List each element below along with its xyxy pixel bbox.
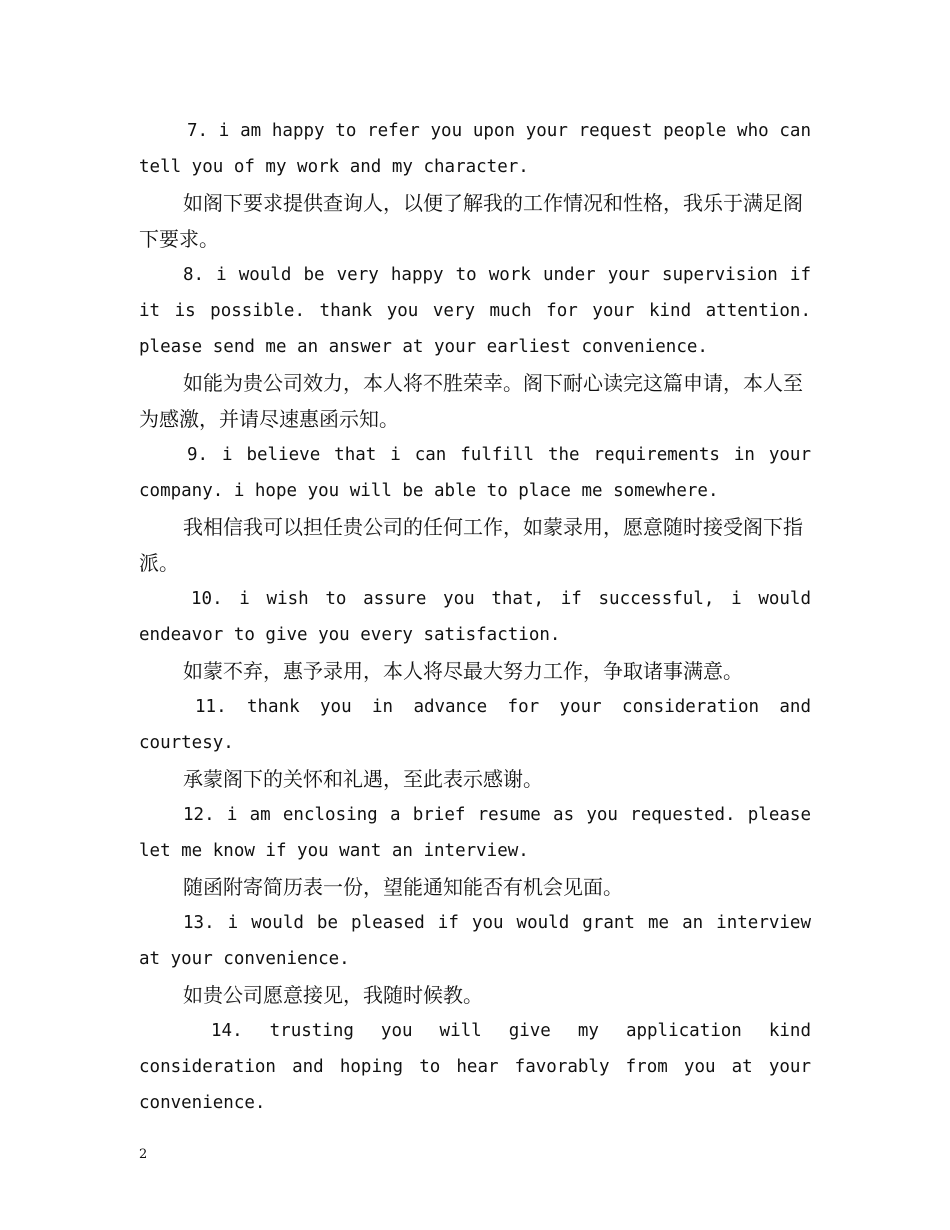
paragraph-zh-11: 承蒙阁下的关怀和礼遇，至此表示感谢。: [183, 767, 543, 791]
paragraph-en-13: 13. i would be pleased if you would grant me an interview at your convenience.: [139, 913, 811, 969]
paragraph-en-12: 12. i am enclosing a brief resume as you requested. please let me know if you want an interview.: [139, 805, 811, 861]
paragraph-en-10: 10. i wish to assure you that, if successful, i would endeavor to give you every satisfaction.: [139, 589, 811, 645]
paragraph-zh-12: 随函附寄简历表一份，望能通知能否有机会见面。: [183, 875, 623, 899]
page-number: 2: [139, 1147, 148, 1162]
paragraph-en-7: 7. i am happy to refer you upon your request people who can tell you of my work and my character.: [139, 121, 811, 177]
paragraph-zh-7: 如阁下要求提供查询人，以便了解我的工作情况和性格，我乐于满足阁下要求。: [139, 191, 803, 251]
paragraph-en-14: 14. trusting you will give my application kind consideration and hoping to hear favorably from you at your convenience.: [139, 1021, 811, 1113]
paragraph-en-8: 8. i would be very happy to work under your supervision if it is possible. thank you very much for your kind attention. please send me an answer at your earliest convenience.: [139, 265, 811, 357]
paragraph-zh-9: 我相信我可以担任贵公司的任何工作，如蒙录用，愿意随时接受阁下指派。: [139, 515, 803, 575]
paragraph-en-9: 9. i believe that i can fulfill the requirements in your company. i hope you will be able to place me somewhere.: [139, 445, 811, 501]
paragraph-zh-13: 如贵公司愿意接见，我随时候教。: [183, 983, 483, 1007]
document-body: [139, 113, 811, 1121]
paragraph-zh-10: 如蒙不弃，惠予录用，本人将尽最大努力工作，争取诸事满意。: [183, 659, 743, 683]
paragraph-zh-8: 如能为贵公司效力，本人将不胜荣幸。阁下耐心读完这篇申请，本人至为感激，并请尽速惠函示知。: [139, 371, 803, 431]
paragraph-en-11: 11. thank you in advance for your consideration and courtesy.: [139, 697, 811, 753]
